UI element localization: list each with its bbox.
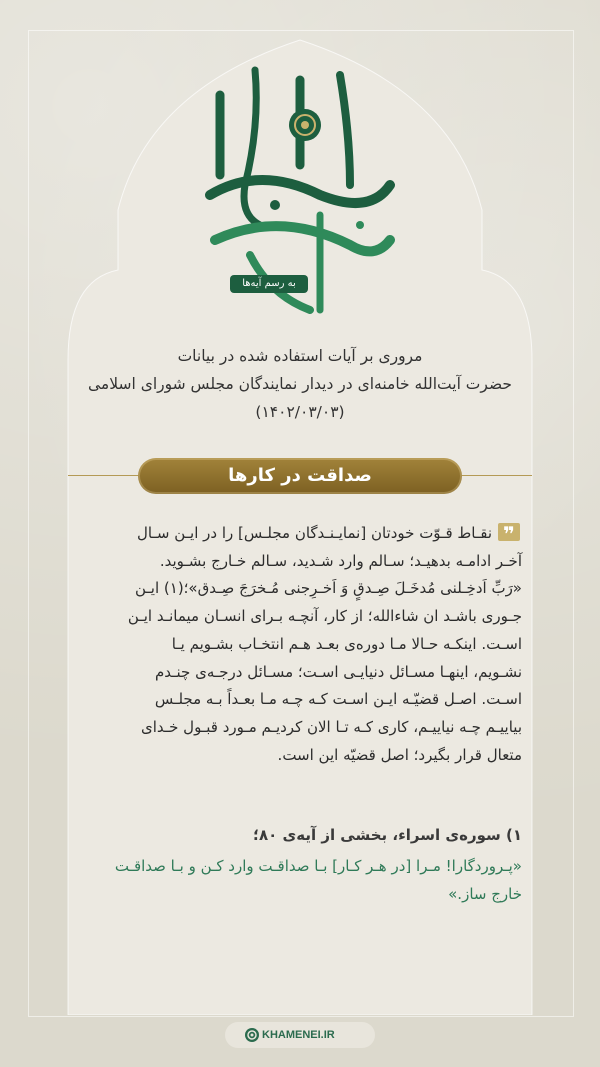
logo-label: به رسم آیه‌ها xyxy=(242,278,296,289)
reference-text xyxy=(72,852,522,908)
body-line: جـوری باشـد ان شاءالله؛ از کار، آنچـه بـرای انسـان میمانـد ایـن xyxy=(127,607,522,626)
logo xyxy=(200,65,400,330)
title-divider-left xyxy=(68,475,148,476)
intro-date: (۱۴۰۲/۰۳/۰۳) xyxy=(255,403,345,421)
site-logo-icon xyxy=(244,1027,260,1043)
intro-text xyxy=(60,342,540,426)
title-bar xyxy=(88,448,512,504)
body-text xyxy=(72,520,522,769)
reference-line: «پـروردگارا! مـرا [در هـر کـار] بـا صداقـت وارد کـن و بـا صداقـت xyxy=(114,857,522,875)
body-line: آخـر ادامـه بدهیـد؛ سـالم وارد شـدید، سـالم خـارج بشـوید. xyxy=(159,551,522,570)
body-line: نشـویم، اینهـا مسـائل دنیایـی اسـت؛ مسـائل درجـه‌ی چنـدم xyxy=(154,662,522,681)
reference-title: ۱) سوره‌ی اسراء، بخشی از آیه‌ی ۸۰؛ xyxy=(252,826,522,844)
body-line: اسـت. اینکـه حـالا مـا دوره‌ی بعـد هـم انتخـاب بشـویم یـا xyxy=(171,634,522,653)
title-divider-right xyxy=(452,475,532,476)
quote-icon: ❞ xyxy=(498,523,520,541)
body-line: متعال قرار بگیرد؛ اصل قضیّه این است. xyxy=(277,745,522,764)
intro-line-2: حضرت آیت‌الله خامنه‌ای در دیدار نمایندگان مجلس شورای اسلامی xyxy=(88,375,512,393)
body-line: بیاییـم چـه نیاییـم، کاری کـه تـا الان کردیـم مـورد قبـول خـدای xyxy=(140,717,522,736)
body-line: اسـت. اصـل قضیّـه ایـن اسـت کـه چـه مـا بعـداً بـه مجلـس xyxy=(154,690,522,709)
body-line: نقـاط قـوّت خودتان [نمایـنـدگان مجلـس] را در ایـن سـال xyxy=(137,524,492,542)
site-name[interactable]: KHAMENEI.IR xyxy=(262,1029,335,1041)
body-line: «رَبِّ اَدخِـلنی مُدخَـلَ صِـدقٍ وَ اَخـرِجنی مُـخرَجَ صِـدق»؛(۱) ایـن xyxy=(134,579,522,598)
section-title: صداقت در کارها xyxy=(228,465,372,486)
intro-line-1: مروری بر آیات استفاده شده در بیانات xyxy=(177,347,423,365)
reference-line: خارج ساز.» xyxy=(448,885,522,903)
